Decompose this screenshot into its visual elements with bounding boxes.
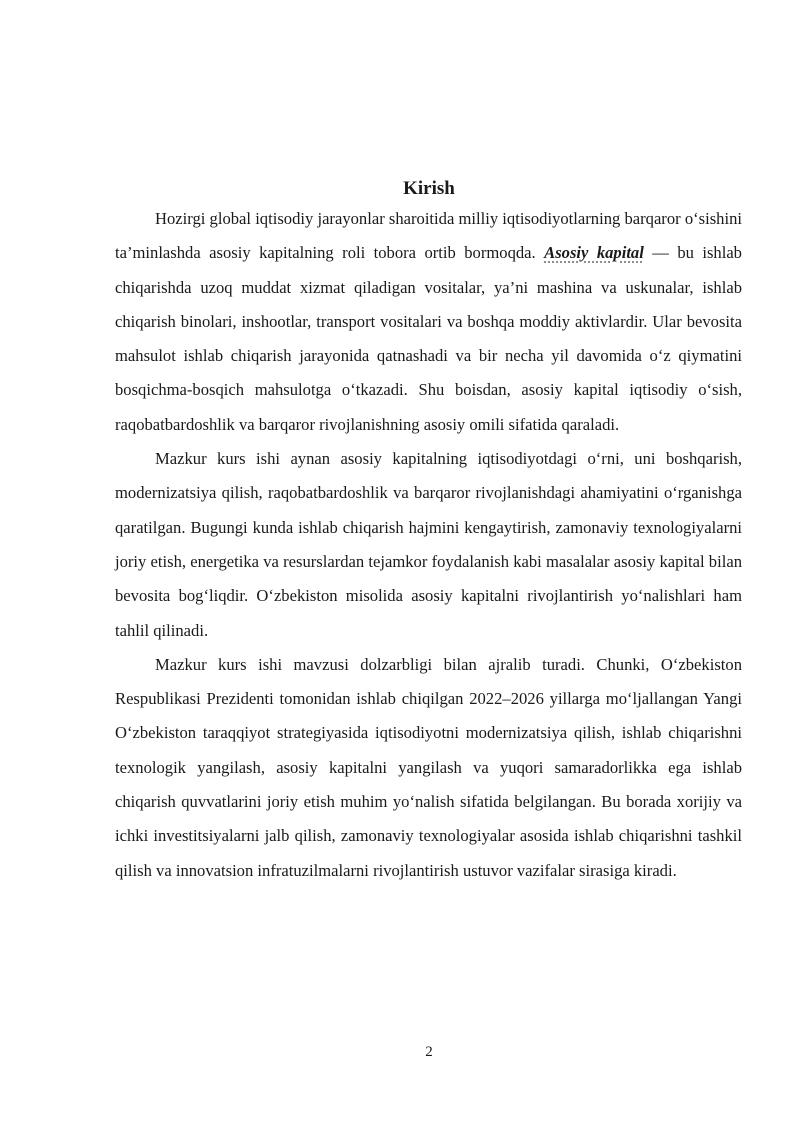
paragraph-3: Mazkur kurs ishi mavzusi dolzarbligi bilan ajralib turadi. Chunki, O‘zbekiston Respublikasi Prezidenti tomonidan ishlab chiqilgan 2022–2026 yillarga mo‘ljallangan Yangi O‘zbekiston taraqqiyot strategiyasida iqtisodiyotni modernizatsiya qilish, ishlab chiqarishni texnologik yangilash, asosiy kapitalni yangilash va yuqori samaradorlikka ega ishlab chiqarish quvvatlarini joriy etish muhim yo‘nalish sifatida belgilangan. Bu borada xorijiy va ichki investitsiyalarni jalb qilish, zamonaviy texnologiyalar asosida ishlab chiqarishni tashkil qilish va innovatsion infratuzilmalarni rivojlantirish ustuvor vazifalar sirasiga kiradi.	[115, 654, 742, 880]
paragraph-2: Mazkur kurs ishi aynan asosiy kapitalning iqtisodiyotdagi o‘rni, uni boshqarish, modernizatsiya qilish, raqobatbardoshlik va barqaror rivojlanishdagi ahamiyatini o‘rganishga qaratilgan. Bugungi kunda ishlab chiqarish hajmini kengaytirish, zamonaviy texnologiyalarni joriy etish, energetika va resurslardan tejamkor foydalanish kabi masalalar asosiy kapital bilan bevosita bog‘liqdir. O‘zbekiston misolida asosiy kapitalni rivojlantirish yo‘nalishlari ham tahlil qilinadi.	[115, 449, 742, 640]
page-number: 2	[425, 1044, 433, 1060]
body-text	[115, 202, 742, 888]
section-title: Kirish	[403, 178, 455, 199]
paragraph-1-rest: — bu ishlab chiqarishda uzoq muddat xizmat qiladigan vositalar, ya’ni mashina va uskunalar, ishlab chiqarish binolari, inshootlar, transport vositalari va boshqa moddiy aktivlardir. Ular bevosita mahsulot ishlab chiqarish jarayonida qatnashadi va bir necha yil davomida o‘z qiymatini bosqichma-bosqich mahsulotga o‘tkazadi. Shu boisdan, asosiy kapital iqtisodiy o‘sish, raqobatbardoshlik va barqaror rivojlanishning asosiy omili sifatida qaraladi.	[115, 243, 742, 434]
term-asosiy-kapital: Asosiy kapital	[544, 243, 644, 263]
paragraph-1-lead: Hozirgi global iqtisodiy jarayonlar sharoitida milliy iqtisodiyotlarning barqaror o‘sishini ta’minlashda asosiy kapitalning roli tobora ortib bormoqda.	[115, 209, 742, 263]
paragraph-1	[115, 202, 742, 442]
